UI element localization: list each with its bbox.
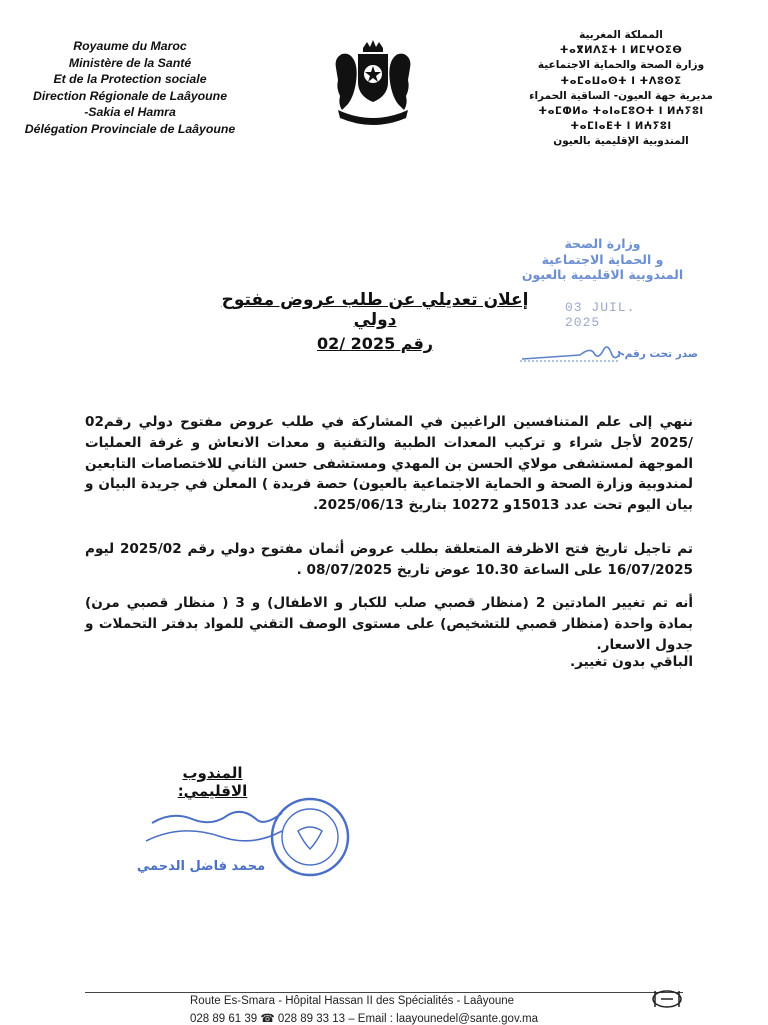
header-french <box>12 38 248 138</box>
header-ar-line: ⵜⴰⵎⵀⵍⴰ ⵜⴰⵏⴰⵎⵓⵔⵜ ⵏ ⵍⵄⵢⵓⵏ <box>538 106 704 118</box>
header-fr-line: Délégation Provinciale de Laâyoune <box>24 121 236 136</box>
document-number: رقم 2025 /02 <box>316 334 434 353</box>
official-seal-icon <box>132 793 354 889</box>
coat-of-arms-icon <box>330 38 416 126</box>
stamp-date: 03 JUIL. 2025 <box>565 300 636 330</box>
header-arabic <box>505 28 737 150</box>
stamp-line: و الحماية الاجتماعية <box>541 251 664 267</box>
body-paragraph: ننهي إلى علم المتنافسين الراغبين في المشاركة في طلب عروض مفتوح دولي رقم02 /2025 لأجل شراء و تركيب المعدات الطبية والتقنية و معدات الانعاش و غرفة العمليات الموجهة لمستشفى مولاي الحسن بن المهدي ومستشفى حسن الثاني للاختصاصات التابعين لمندوبية وزارة الصحة و الحماية الاجتماعية بالعيون) حصة فريدة ) المعلن في جريدة البيان و بيان اليوم تحت عدد 15013و 10272 بتاريخ 2025/06/13. <box>85 414 693 514</box>
handwritten-number-icon <box>520 339 700 365</box>
ministry-logo-icon <box>645 987 689 1011</box>
header-ar-line: مديرية جهة العيون- الساقية الحمراء <box>529 89 713 102</box>
stamp-line: وزارة الصحة <box>564 236 641 251</box>
footer-address: Route Es-Smara - Hôpital Hassan II des Spécialités - Laâyoune <box>190 995 515 1007</box>
header-ar-line: ⵜⴰⵎⵏⴰⴹⵜ ⵏ ⵍⵄⵢⵓⵏ <box>570 121 672 133</box>
header-ar-line: المندوبية الإقليمية بالعيون <box>553 135 689 148</box>
footer-divider <box>85 992 683 993</box>
header-fr-line: Et de la Protection sociale <box>53 72 207 87</box>
body-paragraph: الباقي بدون تغيير. <box>569 654 693 670</box>
body-paragraph: تم تاجيل تاريخ فتح الاظرفة المتعلقة بطلب عروض أثمان مفتوح دولي رقم 2025/02 ليوم 16/07/2025 على الساعة 10.30 عوض تاريخ 08/07/2025 . <box>85 541 693 578</box>
signature-stamp <box>132 793 354 889</box>
header-ar-line: ⵜⴰⵎⴰⵡⴰⵙⵜ ⵏ ⵜⴷⵓⵙⵉ <box>560 75 682 87</box>
header-fr-line: Ministère de la Santé <box>68 55 192 70</box>
body-paragraph: أنه تم تغيير المادتين 2 (منظار قصبي صلب للكبار و الاطفال) و 3 ( منظار قصبي مرن) بمادة واحدة (منظار قصبي للتشخيص) على مستوى الوصف التقني للمواد بدفتر التحملات و جدول الاسعار. <box>85 595 693 653</box>
document-title: إعلان تعديلي عن طلب عروض مفتوح دولي <box>221 290 529 330</box>
header-fr-line: Direction Régionale de Laâyoune <box>32 88 228 103</box>
footer-contact: 028 89 61 39 ☎ 028 89 33 13 – Email : laayounedel@sante.gov.ma <box>190 1013 539 1025</box>
header-fr-line: Royaume du Maroc <box>73 39 187 53</box>
header-ar-line: وزارة الصحة والحماية الاجتماعية <box>537 59 705 72</box>
issued-number-label: صدر تحت رقم : <box>616 348 698 360</box>
signatory-name: محمد فاضل الدحمي <box>136 859 266 874</box>
reception-stamp <box>505 236 700 283</box>
signatory-title: المندوب الاقليمي: <box>177 764 248 800</box>
header-fr-line: -Sakia el Hamra <box>84 105 176 120</box>
header-ar-line: المملكة المغربية <box>579 29 663 41</box>
header-ar-line: ⵜⴰⴳⵍⴷⵉⵜ ⵏ ⵍⵎⵖⵔⵉⴱ <box>559 45 683 57</box>
stamp-line: المندوبية الاقليمية بالعيون <box>521 267 684 282</box>
